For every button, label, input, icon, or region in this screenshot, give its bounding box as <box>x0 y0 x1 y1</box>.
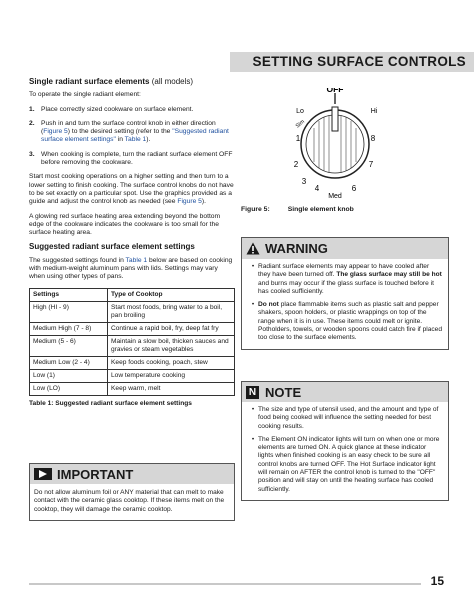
single-heading <box>29 78 235 86</box>
note-item <box>248 406 442 431</box>
step-text-part: ) to the desired setting (refer to the <box>67 128 173 136</box>
knob-label-4: 4 <box>314 184 320 193</box>
bullet-icon: • <box>251 406 255 413</box>
paragraph-glowing: A glowing red surface heating area extending beyond the bottom edge of the cookware indicates the cookware is too small for the surface heating area. <box>29 212 221 237</box>
cell-cooktop: Low temperature cooking <box>108 369 235 382</box>
single-heading-text: Single radiant surface elements <box>29 77 150 86</box>
knob-label-hi: Hi <box>370 108 378 115</box>
suggested-heading: Suggested radiant surface element settings <box>29 242 195 252</box>
cell-setting: High (HI - 9) <box>30 301 108 322</box>
page-title: SETTING SURFACE CONTROLS <box>252 54 466 69</box>
warning-header <box>242 238 448 259</box>
note-item-text: The Element ON indicator lights will turn on when one or more elements are turned ON. A quick glance at these indicator lights when finished cooking is an easy check to be sure all control knobs are turned OFF. The Hot Surface indicator light will remain on AFTER the control knob is turned to the "OFF" position and will stay on until the heating surface has cooled sufficiently. <box>258 435 440 493</box>
settings-table <box>29 288 235 396</box>
step-text: When cooking is complete, turn the radiant surface element OFF before removing the cookware. <box>41 150 233 167</box>
step-text <box>41 120 235 145</box>
figure-label: Figure 5: <box>241 206 270 213</box>
warning-triangle-icon <box>246 242 260 255</box>
knob-label-off: OFF <box>326 88 344 94</box>
suggested-paragraph <box>29 257 235 282</box>
step-text-part: ). <box>146 136 151 144</box>
table-row <box>30 382 235 395</box>
cell-setting: Low (LO) <box>30 382 108 395</box>
note-box <box>241 381 449 501</box>
suggested-settings-link[interactable]: "Suggested radiant surface element settings" <box>41 128 229 144</box>
step-item <box>29 120 235 145</box>
step-text: Place correctly sized cookware on surface element. <box>41 105 194 113</box>
note-item-text: The size and type of utensil used, and the amount and type of food being cooked will influence the setting needed for best cooking results. <box>258 406 439 430</box>
knob-pointer <box>332 107 338 131</box>
bullet-icon: • <box>251 301 255 309</box>
note-item <box>248 436 442 494</box>
table-row <box>30 301 235 322</box>
cell-cooktop: Continue a rapid boil, fry, deep fat fry <box>108 322 235 335</box>
important-body: Do not allow aluminum foil or ANY material that can melt to make contact with the ceramic glass cooktop. If these items melt on the cooktop, they will damage the ceramic cooktop. <box>34 489 225 513</box>
cell-cooktop: Maintain a slow boil, thicken sauces and gravies or steam vegetables <box>108 335 235 356</box>
step-number: 3. <box>29 150 35 158</box>
paragraph-start-cooking <box>29 173 235 206</box>
figure-5-link[interactable]: Figure 5 <box>177 198 202 206</box>
knob-figure <box>270 88 400 200</box>
note-header <box>242 382 448 402</box>
important-header <box>30 464 234 484</box>
knob-label-2: 2 <box>293 160 299 169</box>
bullet-icon: • <box>251 263 255 270</box>
table-row <box>30 322 235 335</box>
cell-setting: Low (1) <box>30 369 108 382</box>
note-label: NOTE <box>265 384 302 400</box>
warning-body <box>242 259 448 349</box>
step-number: 2. <box>29 119 35 127</box>
table-1-link[interactable]: Table 1 <box>124 136 147 144</box>
steps-list <box>29 106 235 168</box>
knob-label-med: Med <box>328 193 342 200</box>
warning-label: WARNING <box>265 241 328 256</box>
figure-title: Single element knob <box>287 206 354 213</box>
cell-cooktop: Keep warm, melt <box>108 382 235 395</box>
knob-label-3: 3 <box>301 177 307 186</box>
warning-text: Radiant surface elements may appear to have cooled after they have been turned off. <box>258 263 430 279</box>
para-text: The suggested settings found in <box>29 256 126 264</box>
important-label: IMPORTANT <box>57 466 134 482</box>
warning-text: place flammable items such as plastic salt and pepper shakers, spoon holders, or plastic wrappings on top of the range when it is in use. These items could melt or ignite. Potholders, towels, or wooden spoons could catch fire if placed too close to the surface elements. <box>258 301 442 342</box>
step-item <box>29 106 235 114</box>
knob-diagram <box>270 88 400 200</box>
para-text: ). <box>201 198 206 206</box>
knob-label-lo: Lo <box>296 108 304 115</box>
col-header-cooktop: Type of Cooktop <box>108 288 235 301</box>
warning-bold: The glass surface may still be hot <box>336 271 442 279</box>
cell-setting: Medium High (7 - 8) <box>30 322 108 335</box>
step-text-part: in <box>115 136 125 144</box>
warning-bold: Do not <box>258 301 279 309</box>
para-text: below are based on cooking with medium-weight aluminum pans with lids. Settings may vary when using other types of pans. <box>29 256 233 281</box>
knob-label-sim: Sim <box>294 118 306 130</box>
knob-label-7: 7 <box>368 160 374 169</box>
single-intro: To operate the single radiant element: <box>29 91 141 99</box>
footer-divider <box>29 583 421 585</box>
figure-caption <box>241 206 354 213</box>
col-header-settings: Settings <box>30 288 108 301</box>
step-item <box>29 151 235 168</box>
table-1-link[interactable]: Table 1 <box>125 256 148 264</box>
knob-label-6: 6 <box>351 184 357 193</box>
single-heading-suffix: (all models) <box>149 77 194 86</box>
page-number: 15 <box>430 574 444 588</box>
cell-cooktop: Start most foods, bring water to a boil, pan broiling <box>108 301 235 322</box>
para-text: Start most cooking operations on a higher setting and then turn to a lower setting to finish cooking. The surface control knobs do not have to be set exactly on a particular spot. Use the graphics provided as a guide and adjust the control knob as needed (see <box>29 173 234 206</box>
cell-setting: Medium (5 - 6) <box>30 335 108 356</box>
important-box <box>29 463 235 521</box>
note-icon: N <box>246 386 259 399</box>
warning-item <box>248 263 442 296</box>
table-row <box>30 356 235 369</box>
warning-item-text <box>258 301 442 342</box>
knob-label-8: 8 <box>370 134 376 143</box>
table-row <box>30 369 235 382</box>
knob-label-1: 1 <box>295 134 301 143</box>
note-body <box>242 402 448 500</box>
arrow-right-icon <box>34 468 52 480</box>
cell-cooktop: Keep foods cooking, poach, stew <box>108 356 235 369</box>
left-column <box>29 78 235 408</box>
step-number: 1. <box>29 105 35 113</box>
warning-box <box>241 237 449 350</box>
warning-text: and burns may occur if the glass surface is touched before it has cooled sufficiently. <box>258 279 434 295</box>
bullet-icon: • <box>251 435 255 443</box>
warning-item-text <box>258 263 442 296</box>
table-caption: Table 1: Suggested radiant surface element settings <box>29 399 192 407</box>
step-text-part: Push in and turn the surface control knob in either direction ( <box>41 119 216 136</box>
table-row <box>30 335 235 356</box>
cell-setting: Medium Low (2 - 4) <box>30 356 108 369</box>
figure-5-link[interactable]: Figure 5 <box>43 128 68 136</box>
warning-item <box>248 301 442 342</box>
table-header-row <box>30 288 235 301</box>
